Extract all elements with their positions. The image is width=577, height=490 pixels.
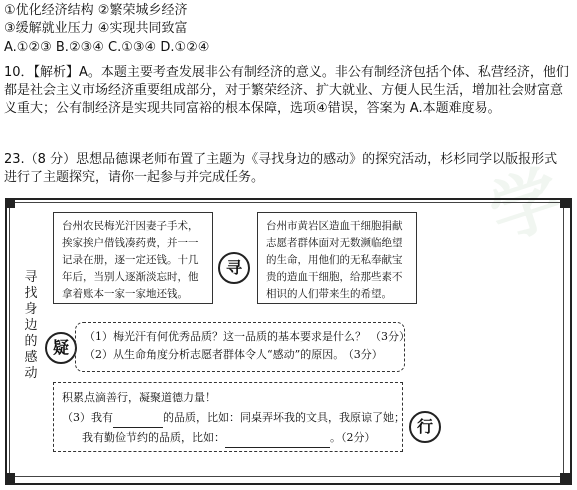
side-label: 寻找身边的感动 (24, 270, 38, 381)
question-1 (84, 328, 410, 346)
frame-corner (5, 473, 15, 483)
story-box-left: 台州农民梅光汗因妻子手术，挨家挨户借钱凑药费，并一一记录在册，逐一定还钱。十几年后，当别人逐渐淡忘时，他拿着账本一家一家地还钱。 (53, 212, 213, 304)
analysis-paragraph: 10．【解析】A。本题主要考查发展非公有制经济的意义。非公有制经济包括个体、私营经济，他们都是社会主义市场经济重要组成部分，对于繁荣经济、扩大就业、方便人民生活，增加社会财富意义重大；公有制经济是实现共同富裕的根本保障，选项④错误，答案为 A.本题难度易。 (4, 65, 569, 116)
question-3-line-1 (62, 408, 405, 428)
question-1-text: （1）梅光汗有何优秀品质？这一品质的基本要求是什么？ (84, 330, 366, 343)
frame-corner (5, 198, 15, 208)
frame-corner (560, 473, 570, 483)
question-3-line-2 (62, 428, 394, 448)
action-char-badge: 行 (409, 411, 441, 443)
activity-box (53, 382, 403, 452)
answer-blank[interactable] (113, 413, 163, 428)
question-2 (84, 346, 396, 364)
question-3-second: 我有勤俭节约的品质，比如： (82, 431, 225, 444)
story-box-right: 台州市黄岩区造血干细胞捐献志愿者群体面对无数濒临绝望的生命，用他们的无私奉献宝贵的造血干细胞，给那些素不相识的人们带来生的希望。 (257, 212, 417, 304)
answer-blank[interactable] (225, 433, 330, 448)
seek-char-badge: 寻 (218, 252, 250, 284)
question-3-prefix: （3）我有 (62, 411, 113, 424)
question-2-text: （2）从生命角度分析志愿者群体令人“感动”的原因。 (84, 348, 345, 361)
option-line-3: A.①②③ B.②③④ C.①③④ D.①②④ (4, 40, 210, 55)
question-1-score: （3分） (370, 330, 410, 343)
question-char-badge: 疑 (45, 332, 77, 364)
question-3-score: 。（2分） (330, 431, 376, 444)
question-23: 23.（8 分）思想品德课老师布置了主题为《寻找身边的感动》的探究活动，杉杉同学以版报形式进行了主题探究，请你一起参与并完成任务。 (4, 152, 558, 185)
option-line-2: ③缓解就业压力 ④实现共同致富 (4, 21, 188, 36)
activity-title: 积累点滴善行，凝聚道德力量！ (62, 391, 216, 404)
watermark: 学 (479, 155, 572, 256)
board-figure (5, 198, 572, 485)
question-box (75, 322, 410, 372)
option-line-1: ①优化经济结构 ②繁荣城乡经济 (4, 3, 188, 18)
frame-corner (560, 198, 570, 208)
question-3-middle: 的品质，比如：同桌弄坏我的文具，我原谅了她； (163, 411, 405, 424)
question-2-score: （3分） (348, 348, 383, 361)
